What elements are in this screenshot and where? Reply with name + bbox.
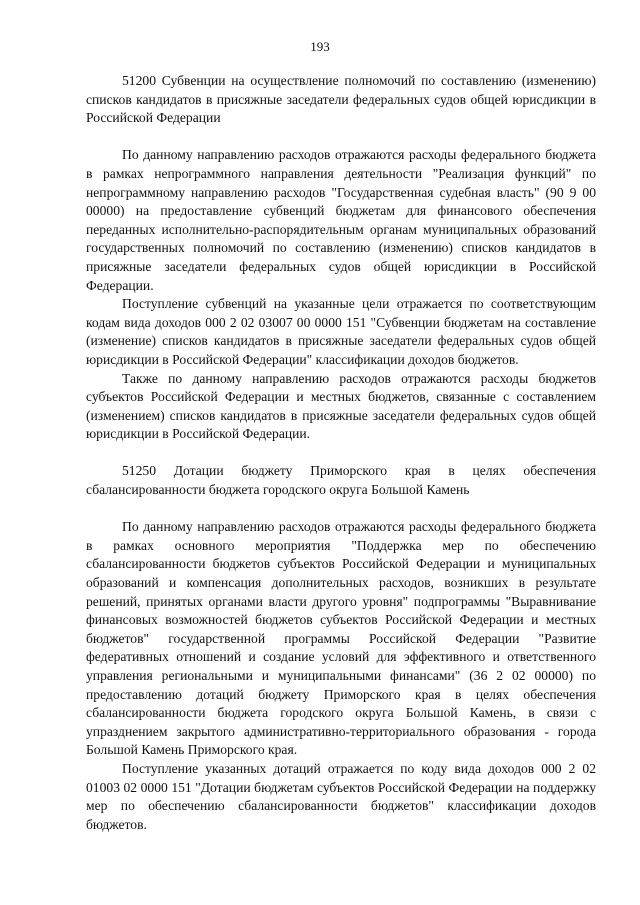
paragraph: По данному направлению расходов отражаются расходы федерального бюджета в рамках основного мероприятия "Поддержка мер по обеспечению сбалансированности бюджетов субъектов Российской Федерации и муниципальных образований и компенсация дополнительных расходов, возникших в результате решений, принятых органами власти другого уровня" подпрограммы "Выравнивание финансовых возможностей бюджетов субъектов Российской Федерации и местных бюджетов" государственной программы Российской Федерации "Развитие федеративных отношений и создание условий для эффективного и ответственного управления региональными и муниципальными финансами" (36 2 02 00000) по предоставлению дотаций бюджету Приморского края в целях обеспечения сбалансированности бюджета городского округа Большой Камень, в связи с упразднением закрытого административно-территориального образования - города Большой Камень Приморского края. <box>86 519 596 758</box>
paragraph: Поступление субвенций на указанные цели отражается по соответствующим кодам вида доходов 000 2 02 03007 00 0000 151 "Субвенции бюджетам на составление (изменение) списков кандидатов в присяжные заседатели федеральных судов общей юрисдикции в Российской Федерации" классификации доходов бюджетов. <box>86 296 596 367</box>
section-title: 51200 Субвенции на осуществление полномочий по составлению (изменению) списков кандидатов в присяжные заседатели федеральных судов общей юрисдикции в Российской Федерации <box>86 73 596 126</box>
section-51250 <box>86 462 596 834</box>
paragraph: Поступление указанных дотаций отражается по коду вида доходов 000 2 02 01003 02 0000 151 "Дотации бюджетам субъектов Российской Федерации на поддержку мер по обеспечению сбалансированности бюджетов" классификации доходов бюджетов. <box>86 760 596 832</box>
paragraph: Также по данному направлению расходов отражаются расходы бюджетов субъектов Российской Федерации и местных бюджетов, связанные с составлением (изменением) списков кандидатов в присяжные заседатели федеральных судов общей юрисдикции в Российской Федерации. <box>86 370 596 442</box>
page-number: 193 <box>310 39 330 54</box>
document-body <box>86 72 596 834</box>
paragraph: По данному направлению расходов отражаются расходы федерального бюджета в рамках непрограммного направления деятельности "Реализация функций" по непрограммному направлению расходов "Государственная судебная власть" (90 9 00 00000) на предоставление субвенций бюджетам для финансового обеспечения переданных исполнительно-распорядительным органам муниципальных образований государственных полномочий по составлению (изменению) списков кандидатов в присяжные заседатели федеральных судов общей юрисдикции в Российской Федерации. <box>86 147 596 293</box>
section-51200 <box>86 72 596 444</box>
section-title: 51250 Дотации бюджету Приморского края в целях обеспечения сбалансированности бюджета городского округа Большой Камень <box>86 463 596 498</box>
